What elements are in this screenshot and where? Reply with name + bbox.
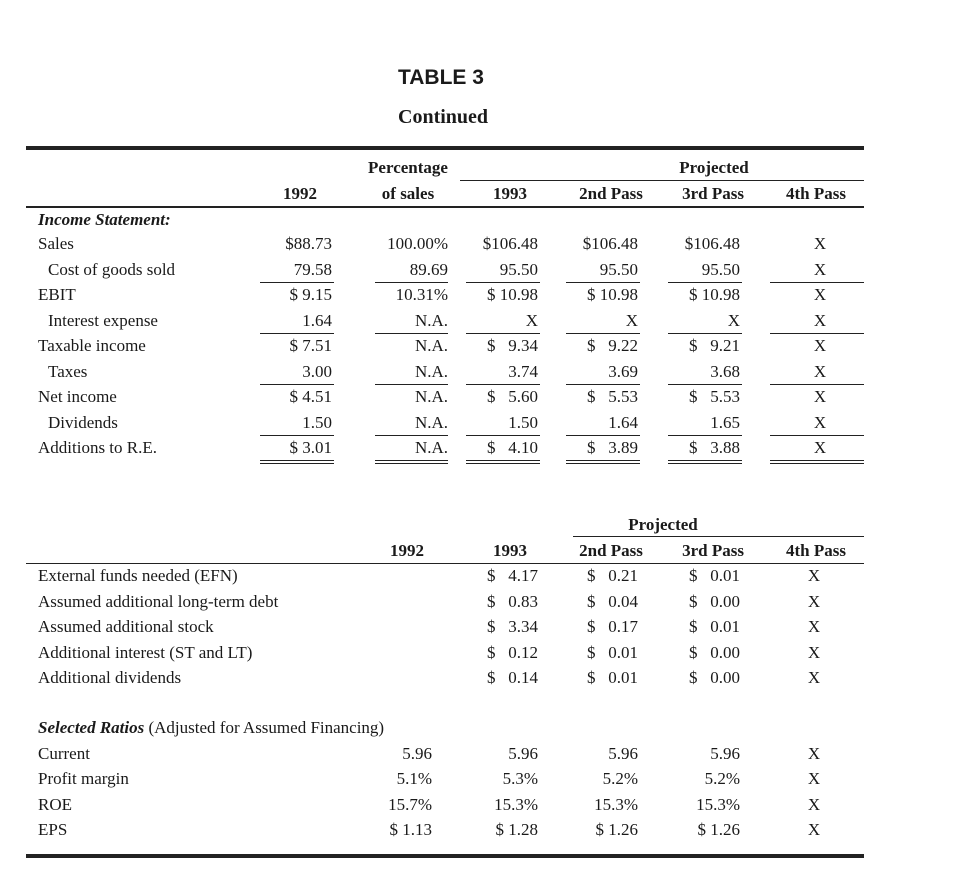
income-cell-3rd-pass: 1.65: [710, 413, 740, 432]
income-cell-percent: N.A.: [414, 387, 448, 406]
bottom-rule: [26, 854, 864, 858]
header-2nd-pass: 2nd Pass: [579, 184, 643, 203]
income-cell-percent: N.A.: [414, 362, 448, 381]
income-double-underline-2nd-pass: [566, 460, 640, 464]
income-cell-percent: 10.31%: [395, 285, 448, 304]
ratio-cell-1993: 5.3%: [502, 769, 538, 788]
financing-row-label: External funds needed (EFN): [38, 566, 238, 585]
ratio-cell-1992: 15.7%: [388, 795, 432, 814]
income-cell-3rd-pass: X: [727, 311, 740, 330]
income-cell-4th-pass: X: [813, 260, 827, 279]
income-row-label: Additions to R.E.: [38, 438, 158, 457]
income-cell-4th-pass: X: [813, 413, 827, 432]
income-cell-percent: N.A.: [414, 336, 448, 355]
income-row-label: Taxes: [48, 362, 88, 381]
ratio-cell-1992: 5.96: [402, 744, 432, 763]
income-underline-1992: [260, 333, 334, 334]
income-underline-3rd-pass: [668, 333, 742, 334]
ratio-cell-4th-pass: X: [807, 769, 821, 788]
income-row-label: Interest expense: [48, 311, 158, 330]
financing-header-2nd-pass: 2nd Pass: [579, 541, 643, 560]
income-underline-4th-pass: [770, 384, 864, 385]
header-projected: Projected: [679, 158, 749, 177]
header-bottom-rule: [26, 206, 864, 208]
income-cell-1993: 3.74: [508, 362, 538, 381]
ratio-row-label: EPS: [38, 820, 68, 839]
financing-row-label: Assumed additional stock: [38, 617, 214, 636]
header-percentage-line1: Percentage: [368, 158, 448, 177]
income-row-label: Dividends: [48, 413, 118, 432]
income-cell-1993: 95.50: [499, 260, 538, 279]
financing-cell-2nd-pass: $ 0.21: [587, 566, 638, 585]
income-double-underline-4th-pass: [770, 460, 864, 464]
ratio-cell-1993: $ 1.28: [495, 820, 538, 839]
income-cell-1993: 1.50: [508, 413, 538, 432]
ratio-cell-3rd-pass: 5.96: [710, 744, 740, 763]
financing-header-4th-pass: 4th Pass: [786, 541, 846, 560]
income-double-underline-percent: [375, 460, 448, 464]
ratio-cell-4th-pass: X: [807, 744, 821, 763]
ratio-cell-3rd-pass: 5.2%: [704, 769, 740, 788]
ratio-cell-2nd-pass: 15.3%: [594, 795, 638, 814]
income-cell-1992: $ 3.01: [289, 438, 332, 457]
header-1992: 1992: [283, 184, 317, 203]
income-cell-1992: 3.00: [302, 362, 332, 381]
income-underline-1992: [260, 282, 334, 283]
income-cell-1993: $106.48: [482, 234, 538, 253]
financing-cell-1993: $ 3.34: [487, 617, 538, 636]
ratio-cell-1993: 15.3%: [494, 795, 538, 814]
income-underline-4th-pass: [770, 282, 864, 283]
income-cell-4th-pass: X: [813, 234, 827, 253]
income-cell-3rd-pass: 95.50: [701, 260, 740, 279]
financing-cell-2nd-pass: $ 0.04: [587, 592, 638, 611]
top-rule: [26, 146, 864, 150]
financing-cell-2nd-pass: $ 0.01: [587, 643, 638, 662]
financing-cell-4th-pass: X: [807, 617, 821, 636]
income-cell-4th-pass: X: [813, 362, 827, 381]
financing-cell-4th-pass: X: [807, 566, 821, 585]
financing-row-label: Additional dividends: [38, 668, 182, 687]
income-statement-heading: Income Statement:: [38, 210, 171, 229]
financing-cell-2nd-pass: $ 0.01: [587, 668, 638, 687]
financing-row-label: Assumed additional long-term debt: [38, 592, 279, 611]
income-double-underline-3rd-pass: [668, 460, 742, 464]
ratio-cell-1993: 5.96: [508, 744, 538, 763]
income-underline-2nd-pass: [566, 333, 640, 334]
financing-cell-3rd-pass: $ 0.01: [689, 617, 740, 636]
income-underline-2nd-pass: [566, 282, 640, 283]
income-cell-percent: N.A.: [414, 413, 448, 432]
income-underline-1993: [466, 333, 540, 334]
income-cell-4th-pass: X: [813, 438, 827, 457]
income-row-label: EBIT: [38, 285, 76, 304]
financing-cell-1993: $ 0.83: [487, 592, 538, 611]
ratio-cell-2nd-pass: 5.2%: [602, 769, 638, 788]
income-underline-percent: [375, 435, 448, 436]
income-cell-3rd-pass: $106.48: [684, 234, 740, 253]
income-cell-3rd-pass: $ 9.21: [689, 336, 740, 355]
ratio-cell-2nd-pass: $ 1.26: [595, 820, 638, 839]
income-cell-1993: $ 10.98: [487, 285, 538, 304]
income-cell-percent: 100.00%: [387, 234, 448, 253]
income-underline-1992: [260, 435, 334, 436]
ratio-cell-1992: 5.1%: [396, 769, 432, 788]
income-cell-4th-pass: X: [813, 285, 827, 304]
income-cell-percent: 89.69: [409, 260, 448, 279]
financing-header-rule-projected: [573, 536, 864, 537]
income-cell-3rd-pass: $ 10.98: [689, 285, 740, 304]
income-cell-percent: N.A.: [414, 311, 448, 330]
financing-header-3rd-pass: 3rd Pass: [682, 541, 744, 560]
financing-cell-1993: $ 0.12: [487, 643, 538, 662]
income-cell-4th-pass: X: [813, 311, 827, 330]
income-cell-2nd-pass: $ 3.89: [587, 438, 638, 457]
income-cell-1992: 1.64: [302, 311, 332, 330]
income-cell-1992: $ 9.15: [289, 285, 332, 304]
income-cell-1992: 79.58: [293, 260, 332, 279]
financing-cell-3rd-pass: $ 0.00: [689, 592, 740, 611]
header-rule-projected: [460, 180, 864, 181]
income-row-label: Cost of goods sold: [48, 260, 176, 279]
income-cell-2nd-pass: X: [625, 311, 638, 330]
income-cell-1993: X: [525, 311, 538, 330]
income-double-underline-1992: [260, 460, 334, 464]
ratios-heading: [38, 718, 384, 738]
financing-cell-3rd-pass: $ 0.00: [689, 668, 740, 687]
financing-cell-2nd-pass: $ 0.17: [587, 617, 638, 636]
financing-cell-3rd-pass: $ 0.01: [689, 566, 740, 585]
income-row-label: Net income: [38, 387, 117, 406]
financing-cell-3rd-pass: $ 0.00: [689, 643, 740, 662]
income-cell-2nd-pass: $ 5.53: [587, 387, 638, 406]
income-underline-3rd-pass: [668, 384, 742, 385]
income-underline-3rd-pass: [668, 435, 742, 436]
ratio-cell-3rd-pass: 15.3%: [696, 795, 740, 814]
ratio-row-label: Profit margin: [38, 769, 129, 788]
ratio-row-label: ROE: [38, 795, 72, 814]
ratio-cell-3rd-pass: $ 1.26: [697, 820, 740, 839]
income-double-underline-1993: [466, 460, 540, 464]
income-cell-2nd-pass: $106.48: [582, 234, 638, 253]
income-cell-1992: $ 7.51: [289, 336, 332, 355]
income-underline-percent: [375, 384, 448, 385]
income-underline-2nd-pass: [566, 435, 640, 436]
header-4th-pass: 4th Pass: [786, 184, 846, 203]
income-underline-4th-pass: [770, 435, 864, 436]
ratio-row-label: Current: [38, 744, 90, 763]
income-underline-2nd-pass: [566, 384, 640, 385]
income-cell-2nd-pass: $ 9.22: [587, 336, 638, 355]
income-underline-3rd-pass: [668, 282, 742, 283]
ratios-heading-bold: Selected Ratios: [38, 718, 145, 737]
financing-row-label: Additional interest (ST and LT): [38, 643, 253, 662]
income-underline-1992: [260, 384, 334, 385]
income-cell-1992: 1.50: [302, 413, 332, 432]
financing-header-projected: Projected: [628, 515, 698, 534]
ratio-cell-4th-pass: X: [807, 820, 821, 839]
income-cell-2nd-pass: $ 10.98: [587, 285, 638, 304]
income-cell-2nd-pass: 3.69: [608, 362, 638, 381]
income-cell-4th-pass: X: [813, 387, 827, 406]
income-cell-1993: $ 4.10: [487, 438, 538, 457]
table-title: TABLE 3: [398, 66, 484, 89]
income-cell-1993: $ 5.60: [487, 387, 538, 406]
header-3rd-pass: 3rd Pass: [682, 184, 744, 203]
income-underline-percent: [375, 333, 448, 334]
table-subtitle: Continued: [398, 106, 489, 128]
income-cell-2nd-pass: 1.64: [608, 413, 638, 432]
income-cell-1993: $ 9.34: [487, 336, 538, 355]
financing-cell-1993: $ 4.17: [487, 566, 538, 585]
ratio-cell-4th-pass: X: [807, 795, 821, 814]
financing-cell-4th-pass: X: [807, 592, 821, 611]
financing-cell-1993: $ 0.14: [487, 668, 538, 687]
income-cell-3rd-pass: 3.68: [710, 362, 740, 381]
financing-header-bottom-rule: [26, 563, 864, 564]
income-row-label: Taxable income: [38, 336, 146, 355]
ratio-cell-2nd-pass: 5.96: [608, 744, 638, 763]
income-cell-3rd-pass: $ 5.53: [689, 387, 740, 406]
header-percentage-line2: of sales: [381, 184, 435, 203]
income-underline-1993: [466, 435, 540, 436]
income-underline-4th-pass: [770, 333, 864, 334]
financing-header-1992: 1992: [390, 541, 424, 560]
income-cell-percent: N.A.: [414, 438, 448, 457]
income-cell-1992: $88.73: [285, 234, 332, 253]
header-1993: 1993: [493, 184, 527, 203]
income-row-label: Sales: [38, 234, 74, 253]
income-underline-1993: [466, 282, 540, 283]
income-cell-3rd-pass: $ 3.88: [689, 438, 740, 457]
income-underline-1993: [466, 384, 540, 385]
financing-header-1993: 1993: [493, 541, 527, 560]
financing-cell-4th-pass: X: [807, 668, 821, 687]
income-underline-percent: [375, 282, 448, 283]
ratios-heading-rest: (Adjusted for Assumed Financing): [144, 718, 385, 737]
income-cell-1992: $ 4.51: [289, 387, 332, 406]
financing-cell-4th-pass: X: [807, 643, 821, 662]
income-cell-4th-pass: X: [813, 336, 827, 355]
income-cell-2nd-pass: 95.50: [599, 260, 638, 279]
ratio-cell-1992: $ 1.13: [389, 820, 432, 839]
